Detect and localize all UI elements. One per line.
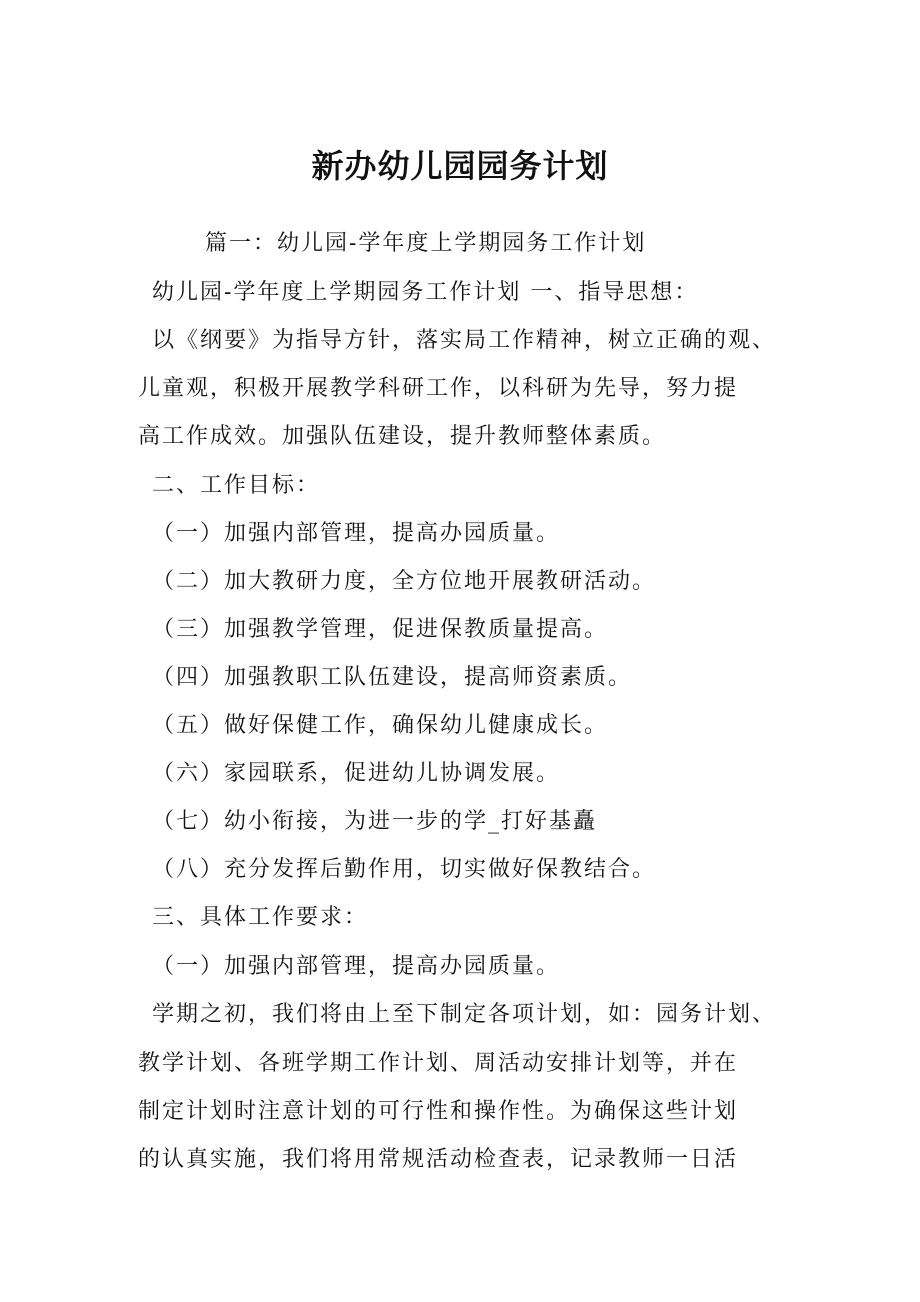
text-line: 学期之初，我们将由上至下制定各项计划，如：园务计划、 — [152, 1002, 777, 1027]
list-item: （五）做好保健工作，确保幼儿健康成长。 — [152, 713, 609, 738]
text-line: 教学计划、各班学期工作计划、周活动安排计划等，并在 — [138, 1051, 739, 1076]
section-heading: 三、具体工作要求： — [152, 905, 369, 930]
list-item: （三）加强教学管理，促进保教质量提高。 — [152, 617, 609, 642]
text-line: 高工作成效。加强队伍建设，提升教师整体素质。 — [138, 424, 667, 449]
document-title: 新办幼儿园园务计划 — [311, 147, 609, 185]
text-line: 的认真实施，我们将用常规活动检查表，记录教师一日活 — [138, 1147, 739, 1172]
text-line: 儿童观，积极开展教学科研工作，以科研为先导，努力提 — [138, 376, 739, 401]
text-line: 篇一：幼儿园-学年度上学期园务工作计划 — [205, 231, 647, 256]
text-line: 制定计划时注意计划的可行性和操作性。为确保这些计划 — [138, 1099, 739, 1124]
list-item: （二）加大教研力度，全方位地开展教研活动。 — [152, 569, 657, 594]
section-heading: 二、工作目标： — [152, 473, 321, 498]
text-line: 幼儿园-学年度上学期园务工作计划 一、指导思想： — [152, 280, 699, 305]
text-line: 以《纲要》为指导方针，落实局工作精神，树立正确的观、 — [152, 328, 777, 353]
list-item: （六）家园联系，促进幼儿协调发展。 — [152, 761, 561, 786]
list-item: （一）加强内部管理，提高办园质量。 — [152, 954, 561, 979]
list-item: （四）加强教职工队伍建设，提高师资素质。 — [152, 665, 633, 690]
list-item: （一）加强内部管理，提高办园质量。 — [152, 521, 561, 546]
list-item: （八）充分发挥后勤作用，切实做好保教结合。 — [152, 857, 657, 882]
list-item: （七）幼小衔接，为进一步的学_打好基矗 — [152, 809, 598, 834]
